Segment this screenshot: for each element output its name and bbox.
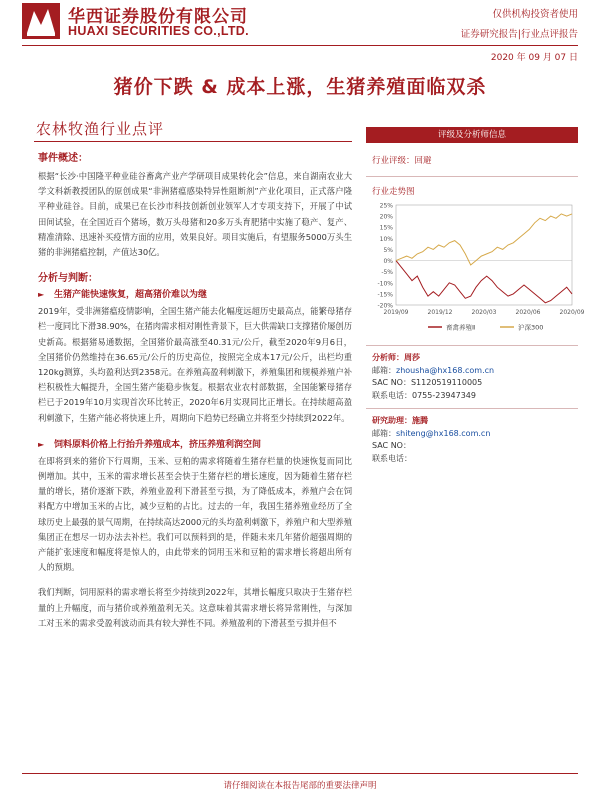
trend-chart (366, 199, 585, 339)
y-tick-label: 0% (383, 258, 393, 266)
report-title: 猪价下跌 & 成本上涨，生猪养殖面临双杀 (113, 76, 487, 98)
x-tick-label: 2020/09 (559, 309, 585, 316)
analyst-2-email-row (372, 428, 578, 441)
x-tick-label: 2019/09 (383, 309, 409, 316)
header-divider (22, 45, 578, 46)
analyst-2-phone-label: 联系电话： (372, 453, 412, 463)
y-tick-label: 5% (383, 246, 393, 254)
y-tick-label: 20% (379, 213, 393, 221)
analyst-1-name: 分析师：周莎 (372, 353, 420, 362)
trend-chart-svg (366, 199, 585, 339)
sidebar-info (366, 127, 585, 465)
legal-notice: 请仔细阅读在本报告尾部的重要法律声明 (223, 781, 377, 791)
analysis-paragraph-2: 在即将到来的猪价下行周期，玉米、豆粕的需求将随着生猪存栏量的快速恢复而同比例增加。其中，玉米的需求增长甚至会快于生猪存栏的增长速度，因为随着生猪存栏量的增长，猪价逐渐下跌，养殖业盈利下滑甚至亏损，为了降低成本，养殖户会在饲料配方中增加玉米的占比，减少豆粕的占比。过去的一年，我国生猪养殖业经历了全球历史上最强的景气周期，在持续高达2000元的头均盈利刺激下，养殖户和大型养殖集团正在想尽一切办法去补栏。我们可以预料到的是，伴随未来几年猪价超强周期的产能扩张速度和幅度将是惊人的，由此带来的饲用玉米和豆粕的需求增长将超出所有人的预期。 (38, 455, 352, 573)
company-name-cn: 华西证券股份有限公司 (68, 7, 248, 27)
bullet-arrow-icon: ► (38, 439, 45, 449)
industry-rating: 行业评级：回避 (372, 156, 432, 166)
bullet-heading-1-text: 生猪产能快速恢复，超高猪价难以为继 (54, 290, 208, 301)
event-heading: 事件概述： (38, 153, 88, 164)
series-line-2 (396, 214, 572, 265)
analysis-paragraph-3: 我们判断，饲用原料的需求增长将至少持续到2022年，其增长幅度只取决于生猪存栏量的上升幅度，而与猪价或养殖盈利无关。这意味着其需求增长将异常刚性，与深加工对玉米的需求受盈利波动而具有较大弹性不同。养殖盈利的下滑甚至亏损并但不 (38, 587, 352, 628)
bullet-arrow-icon: ► (38, 290, 45, 300)
analyst-1-sac: SAC NO：S1120519110005 (372, 378, 483, 387)
report-type: 证券研究报告|行业点评报告 (460, 29, 578, 40)
report-date: 2020 年 09 月 07 日 (490, 53, 578, 63)
y-tick-label: -10% (377, 280, 393, 288)
x-tick-label: 2020/03 (471, 309, 497, 316)
bullet-heading-2 (38, 438, 352, 452)
report-header (22, 0, 578, 44)
huaxi-logo-icon (22, 3, 60, 39)
footer-divider (22, 773, 578, 774)
event-paragraph: 根据“长沙·中国隆平种业硅谷畜禽产业产学研项目成果转化会”信息，来自湖南农业大学文科新教授团队的原创成果“非洲猪瘟感染特异性阻断剂”产业化项目，正式落户隆平种业硅谷。目前，成果已在长沙市科技创新创业领军人才专项支持下，开展了中试田间试验，在全国近百个猪场，数万头母猪和20多万头育肥猪中实施了稳产、复产、精准清除、迅速补买疫情方面的应用，效果良好。项目实施后，有望服务5000万头生猪的非洲猪瘟控制，产值达30亿。 (38, 171, 352, 258)
sidebar-divider (366, 345, 578, 346)
analyst-1-phone-row (372, 390, 578, 403)
y-tick-label: 10% (379, 235, 393, 243)
email-label: 邮箱： (372, 365, 396, 375)
analyst-block-1 (366, 352, 578, 402)
email-label: 邮箱： (372, 428, 396, 438)
y-tick-label: 25% (379, 202, 393, 210)
x-tick-label: 2020/06 (515, 309, 541, 316)
x-tick-label: 2019/12 (427, 309, 453, 316)
chart-title: 行业走势图 (372, 187, 415, 197)
analysis-paragraph-1: 2019年，受非洲猪瘟疫情影响，全国生猪产能去化幅度远超历史最高点，能繁母猪存栏一度同比下滑38.90%，在猪肉需求相对刚性背景下，巨大供需缺口支撑猪价屡创历史新高。根据猪易通数据，全国猪价最高涨至40.31元/公斤，截至2020年9月6日，全国猪价仍然维持在36.65元/公斤的历史高位，按照完全成本17元/公斤，出栏均重120kg测算，头均盈利达到2358元。在养殖高盈利刺激下，养殖集团和规模养殖户补栏积极性大幅提升，全国生猪产能稳步恢复。根据农业农村部数据，全国能繁母猪存栏已于2019年10月实现首次环比转正，2020年6月实现同比正增长。在持续超高盈利刺激下，生猪产能必将快速上升，周期向下趋势已经确立并将至少持续到2022年。 (38, 306, 352, 423)
y-tick-label: -15% (377, 291, 393, 299)
company-name-en: HUAXI SECURITIES CO.,LTD. (68, 24, 249, 38)
analysis-heading: 分析与判断： (38, 273, 98, 285)
subtitle-divider (34, 141, 352, 142)
legend-label: 沪深300 (518, 323, 544, 332)
sidebar-divider (366, 408, 578, 409)
y-tick-label: -20% (377, 302, 393, 310)
series-line-1 (396, 261, 572, 303)
legend-label: 畜禽养殖Ⅱ (446, 323, 476, 332)
phone-label: 联系电话： (372, 390, 412, 400)
rating-box-heading: 评级及分析师信息 (366, 127, 578, 143)
audience-note: 仅供机构投资者使用 (492, 9, 578, 20)
y-tick-label: -5% (381, 269, 393, 277)
sidebar-divider (366, 176, 578, 177)
main-content (38, 152, 352, 631)
analyst-1-email-row (372, 365, 578, 378)
analyst-1-phone: 0755-23947349 (412, 390, 476, 400)
report-subtitle: 农林牧渔行业点评 (36, 120, 165, 138)
y-tick-label: 15% (379, 224, 393, 232)
analyst-2-name: 研究助理：施腾 (372, 416, 428, 425)
bullet-heading-1 (38, 288, 352, 302)
analyst-block-2 (366, 415, 578, 465)
bullet-heading-2-text: 饲料原料价格上行抬升养殖成本，挤压养殖利润空间 (54, 439, 262, 450)
analyst-2-email[interactable]: shiteng@hx168.com.cn (396, 428, 491, 438)
analyst-1-email[interactable]: zhousha@hx168.com.cn (396, 365, 495, 375)
analyst-2-sac: SAC NO： (372, 441, 411, 450)
